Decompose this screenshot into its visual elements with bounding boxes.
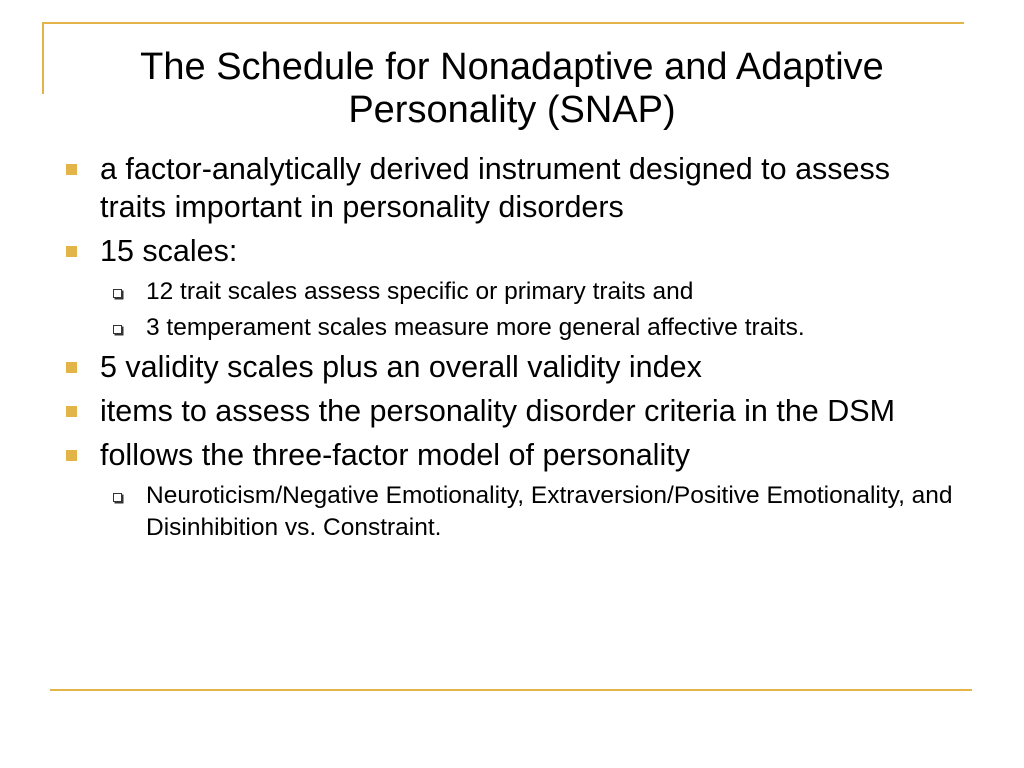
sub-bullet-list [60,480,960,544]
sub-bullet-item [60,480,960,544]
square-bullet-icon [66,450,77,461]
slide-title [60,46,964,132]
hollow-square-bullet-icon [113,289,122,298]
bottom-rule [50,689,972,691]
bullet-text: 5 validity scales plus an overall validity index [100,350,702,384]
sub-bullet-text: 3 temperament scales measure more general affective traits. [146,314,805,341]
square-bullet-icon [66,406,77,417]
bullet-item [60,150,960,226]
sub-bullet-item [60,276,960,308]
square-bullet-icon [66,164,77,175]
bullet-list [60,150,960,548]
bullet-item [60,436,960,474]
bullet-item [60,392,960,430]
hollow-square-bullet-icon [113,493,122,502]
sub-bullet-list [60,276,960,344]
hollow-square-bullet-icon [113,325,122,334]
bullet-item [60,232,960,270]
bullet-text: a factor-analytically derived instrument designed to assess traits important in personality disorders [100,152,891,224]
bullet-text: follows the three-factor model of personality [100,438,690,472]
bullet-text: 15 scales: [100,234,238,268]
sub-bullet-text: Neuroticism/Negative Emotionality, Extraversion/Positive Emotionality, and Disinhibition vs. Constraint. [146,482,953,541]
square-bullet-icon [66,362,77,373]
square-bullet-icon [66,246,77,257]
slide-title-line-1: The Schedule for Nonadaptive and Adaptive [140,46,884,88]
bullet-text: items to assess the personality disorder criteria in the DSM [100,394,896,428]
top-rule [42,22,964,24]
bullet-item [60,348,960,386]
sub-bullet-item [60,312,960,344]
sub-bullet-text: 12 trait scales assess specific or primary traits and [146,278,694,305]
slide-title-line-2: Personality (SNAP) [348,89,676,131]
left-rule [42,22,44,94]
